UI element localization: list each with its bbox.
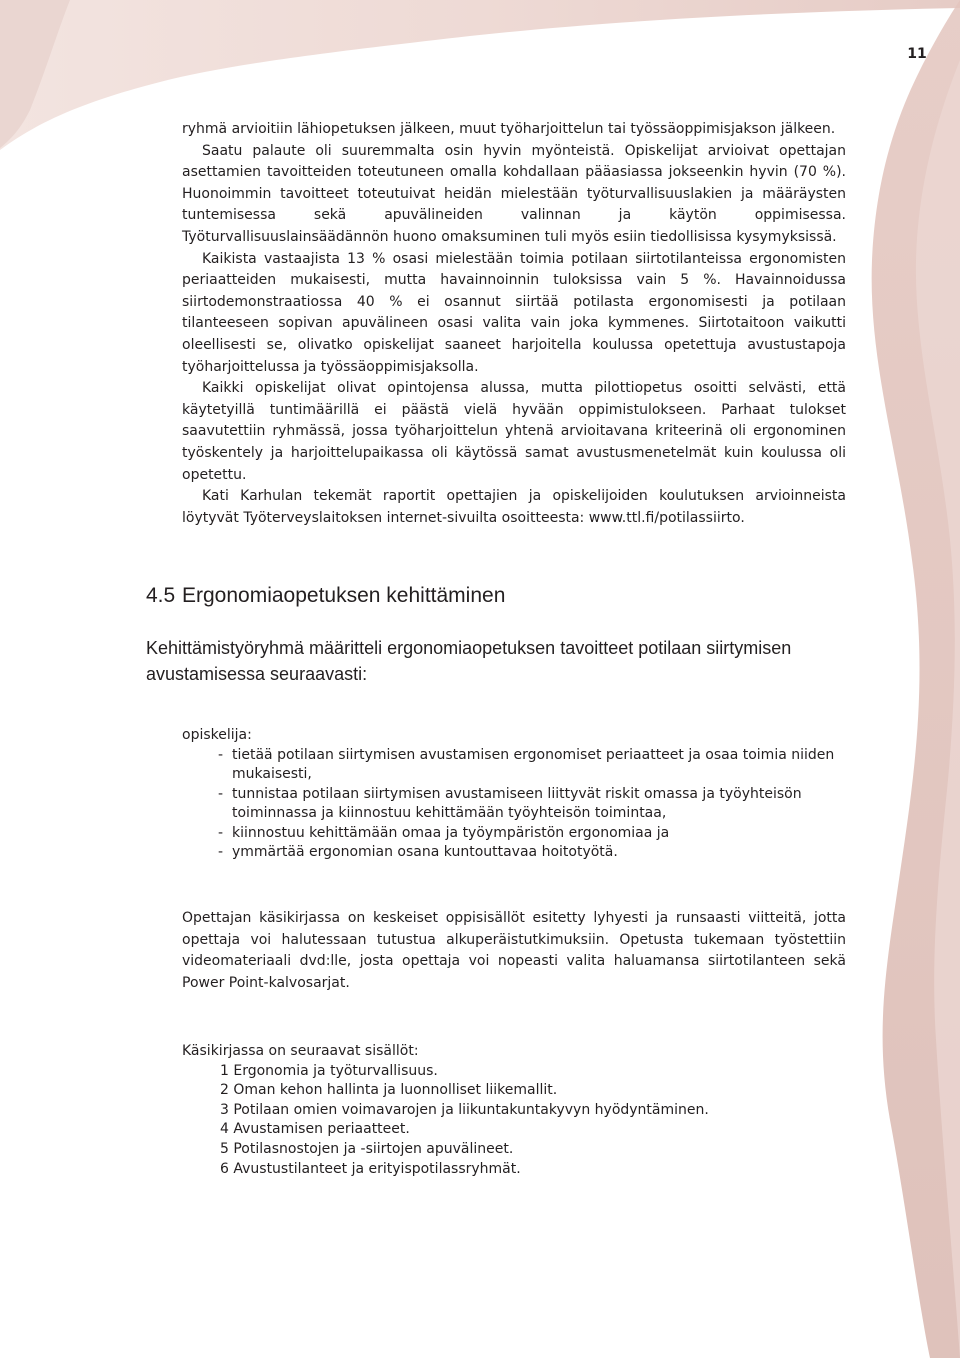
section-title: Ergonomiaopetuksen kehittäminen <box>182 584 506 607</box>
list-item: 2 Oman kehon hallinta ja luonnolliset liikemallit. <box>220 1082 558 1099</box>
list-item: - kiinnostuu kehittämään omaa ja työympäristön ergonomiaa ja <box>218 824 670 841</box>
list-item: 3 Potilaan omien voimavarojen ja liikuntakuntakyvyn hyödyntäminen. <box>220 1101 709 1118</box>
list-item: 4 Avustamisen periaatteet. <box>220 1121 410 1138</box>
paragraph: Kati Karhulan tekemät raportit opettajien ja opiskelijoiden koulutuksen arvioinneista löytyvät Työterveyslaitoksen internet-sivuilta osoitteesta: www.ttl.fi/potilassiirto. <box>182 488 846 526</box>
list-item: 1 Ergonomia ja työturvallisuus. <box>220 1062 438 1079</box>
list-item: 6 Avustustilanteet ja erityispotilassryhmät. <box>220 1160 521 1177</box>
list-item: 5 Potilasnostojen ja -siirtojen apuvälineet. <box>220 1140 514 1157</box>
paragraph: Saatu palaute oli suuremmalta osin hyvin myönteistä. Opiskelijat arvioivat opettajan asettamien tavoitteiden toteutuneen omalla kohdallaan pääasiassa jokseenkin hyvin (70 %). Huonoimmin tavoitteet toteutuivat heidän mielestään työturvallisuuslakien ja määräysten tuntemisessa sekä apuvälineiden valinnan ja käytön oppimisessa. Työturvallisuuslainsäädännön huono omaksuminen tuli myös esiin tiedollisissa kysymyksissä. <box>182 142 846 245</box>
section-lead: Kehittämistyöryhmä määritteli ergonomiaopetuksen tavoitteet potilaan siirtymisen avustamisessa seuraavasti: <box>146 638 792 684</box>
section-number: 4.5 <box>146 584 176 607</box>
contents-label: Käsikirjassa on seuraavat sisällöt: <box>182 1043 419 1059</box>
section-heading <box>146 584 846 608</box>
page-number: 11 <box>907 46 927 62</box>
paragraph: Kaikki opiskelijat olivat opintojensa alussa, mutta pilottiopetus osoitti selvästi, että käytetyillä tuntimäärillä ei päästä vielä hyvään oppimistulokseen. Parhaat tulokset saavutettiin ryhmässä, jossa työharjoittelun yhtenä arvioitavana kriteerinä oli ergonominen työskentely ja harjoittelupaikassa oli käytössä samat avustusmenetelmät kuin koulussa oli opetettu. <box>182 380 846 483</box>
paragraph: Kaikista vastaajista 13 % osasi mielestään toimia potilaan siirtotilanteissa ergonomisten periaatteiden mukaisesti, mutta havainnoinnin tuloksissa vain 5 %. Havainnoidussa siirtodemonstraatiossa 40 % ei osannut siirtää potilasta ergonomisesti ja potilaan tilanteeseen sopivan apuvälineen osasi valita vain joka kymmenes. Siirtotaitoon vaikutti oleellisesti se, olivatko opiskelijat saaneet harjoitella koulussa opetettuja avustustapoja työharjoittelussa ja työssäoppimisjaksolla. <box>182 250 846 375</box>
list-item: - tunnistaa potilaan siirtymisen avustamiseen liittyvät riskit omassa ja työyhteisön toiminnassa ja kiinnostuu kehittämään työyhteisön toimintaa, <box>218 785 802 821</box>
list-item: - ymmärtää ergonomian osana kuntouttavaa hoitotyötä. <box>218 844 618 860</box>
goals-list <box>182 726 846 863</box>
handbook-paragraph: Opettajan käsikirjassa on keskeiset oppisisällöt esitetty lyhyesti ja runsaasti viitteitä, jotta opettaja voi halutessaan tutustua alkuperäistutkimuksiin. Opetusta tukemaan työstettiin videomateriaali dvd:lle, josta opettaja voi nopeasti valita haluamansa siirtotilanteen sekä Power Point-kalvosarjat. <box>182 910 846 991</box>
list-item: - tietää potilaan siirtymisen avustamisen ergonomiset periaatteet ja osaa toimia niiden mukaisesti, <box>218 746 835 782</box>
intro-text-block <box>182 119 846 529</box>
goals-label: opiskelija: <box>182 727 252 743</box>
contents-list <box>182 1042 846 1179</box>
paragraph: ryhmä arvioitiin lähiopetuksen jälkeen, muut työharjoittelun tai työssäoppimisjakson jälkeen. <box>182 121 836 137</box>
